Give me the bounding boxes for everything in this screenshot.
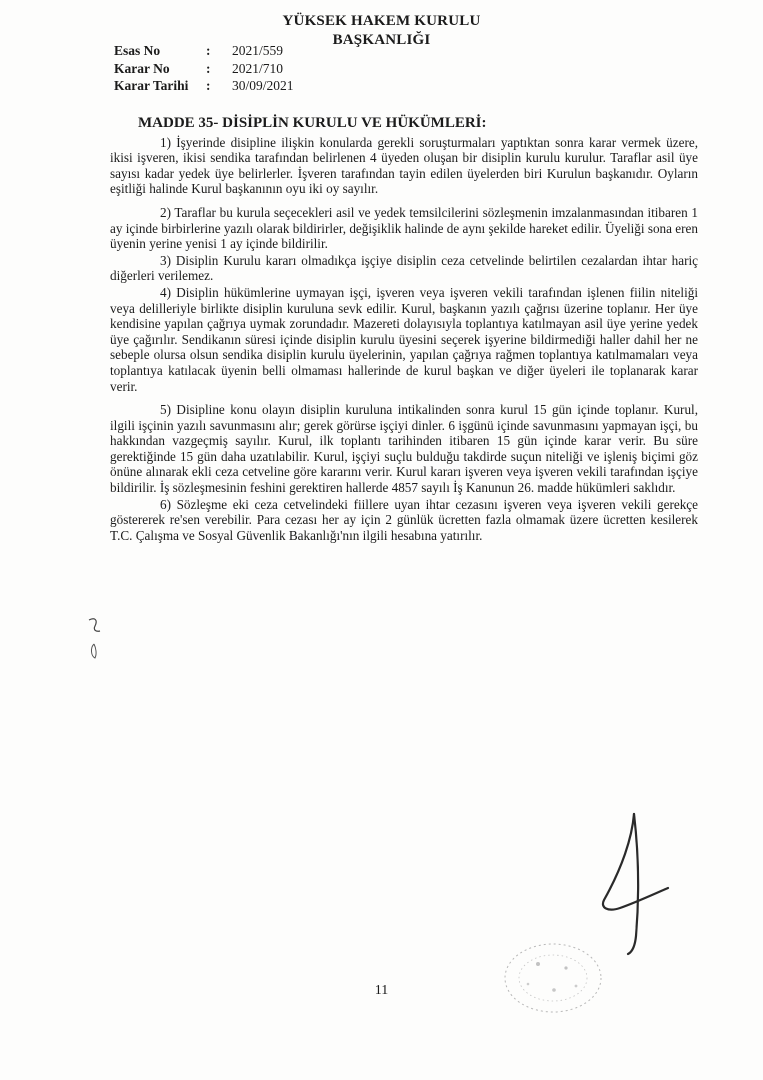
- meta-label: Esas No: [114, 43, 161, 58]
- paragraph-5: 5) Disipline konu olayın disiplin kuruluna intikalinden sonra kurul 15 gün içinde toplanır. Kurul, ilgili işçinin yazılı savunmasını alır; gerek görürse işçiyi dinler. 6 işgünü içinde savunmasını yapmayan işçi, bu hakkından vazgeçmiş sayılır. Kurul, ilk toplantı tarihinden itibaren 15 gün içinde karar verir. Bu süre gerektiğinde 15 gün daha uzatılabilir. Kurul, işçiyi suçlu bulduğu takdirde suçun niteliği ve işleniş biçimi göz önüne alınarak ekli ceza cetveline göre kararını verir. Kurul kararı işveren veya işveren vekili tarafından işçiye bildirilir. İş sözleşmesinin feshini gerektiren hallerde 4857 sayılı İş Kanunun 26. madde hükümleri saklıdır.: [110, 402, 698, 496]
- meta-row-esas: [114, 42, 294, 60]
- meta-value: 2021/559: [232, 43, 284, 58]
- meta-colon: :: [206, 43, 211, 58]
- meta-label: Karar No: [114, 60, 170, 76]
- case-meta: [114, 42, 294, 95]
- article-title: MADDE 35- DİSİPLİN KURULU VE HÜKÜMLERİ:: [138, 115, 487, 131]
- meta-row-karar: [114, 60, 294, 78]
- meta-row-tarih: [114, 77, 294, 95]
- meta-colon: :: [206, 78, 211, 93]
- paragraph-3: 3) Disiplin Kurulu kararı olmadıkça işçiye disiplin ceza cetvelinde belirtilen cezalardan ihtar hariç diğerleri verilemez.: [110, 252, 698, 284]
- stamp-seal: [498, 934, 608, 1014]
- meta-label: Karar Tarihi: [114, 78, 189, 93]
- article-body: [110, 115, 698, 544]
- meta-value: 2021/710: [232, 60, 284, 76]
- paragraph-1: 1) İşyerinde disipline ilişkin konularda gerekli soruşturmaları yaptıktan sonra karar vermek üzere, ikisi işveren, ikisi sendika tarafından belirlenen 4 üyeden oluşan bir disiplin kurulu kurulur. Taraflar asil üye sayısı kadar yedek üye belirlerler. İşveren tarafından tayin edilen üyelerden biri Kurulun başkanıdır. Oyların eşitliği halinde Kurul başkanının oyu iki oy sayılır.: [110, 134, 698, 197]
- margin-handwritten-mark: [86, 614, 106, 664]
- header-institution: YÜKSEK HAKEM KURULU: [282, 13, 481, 29]
- meta-colon: :: [206, 60, 211, 76]
- meta-value: 30/09/2021: [232, 78, 294, 93]
- page-number: 11: [374, 983, 389, 998]
- paragraph-4: 4) Disiplin hükümlerine uymayan işçi, işveren veya işveren vekili tarafından işlenen fiilin niteliği veya delilleriyle birlikte disiplin kuruluna sevk edilir. Kurul, başkanın yazılı çağrısı üzerine toplanır. Her üye kendisine yapılan çağrıya uymak zorundadır. Mazereti dolayısıyla toplantıya katılmayan asil üye yerine yedek üye çağırılır. Sendikanın süresi içinde disiplin kurulu üyesini seçerek işyerine bildirmediği haller dahil her ne sebeple olursa olsun sendika disiplin kurulu üyelerinin, yapılan çağrıya rağmen toplantıya katılmamaları veya toplantıya katılacak üyenin belli olmaması hallerinde de kurul başkan ve diğer üyeleri ile toplanarak karar verir.: [110, 284, 698, 394]
- paragraph-2: 2) Taraflar bu kurula seçecekleri asil ve yedek temsilcilerini sözleşmenin imzalanmasından itibaren 1 ay içinde birbirlerine yazılı olarak bildirirler, değişiklik halinde de aynı şekilde hareket edilir. Üyeliği sona eren üyenin yerine yenisi 1 ay içinde bildirilir.: [110, 204, 698, 252]
- paragraph-6: 6) Sözleşme eki ceza cetvelindeki fiillere uyan ihtar cezasını işveren veya işveren vekili gerekçe göstererek re'sen verebilir. Para cezası her ay için 2 günlük ücretten fazla olmamak üzere ücretten kesilerek T.C. Çalışma ve Sosyal Güvenlik Bakanlığı'nın ilgili hesabına yatırılır.: [110, 496, 698, 543]
- header-department: BAŞKANLIĞI: [332, 32, 431, 48]
